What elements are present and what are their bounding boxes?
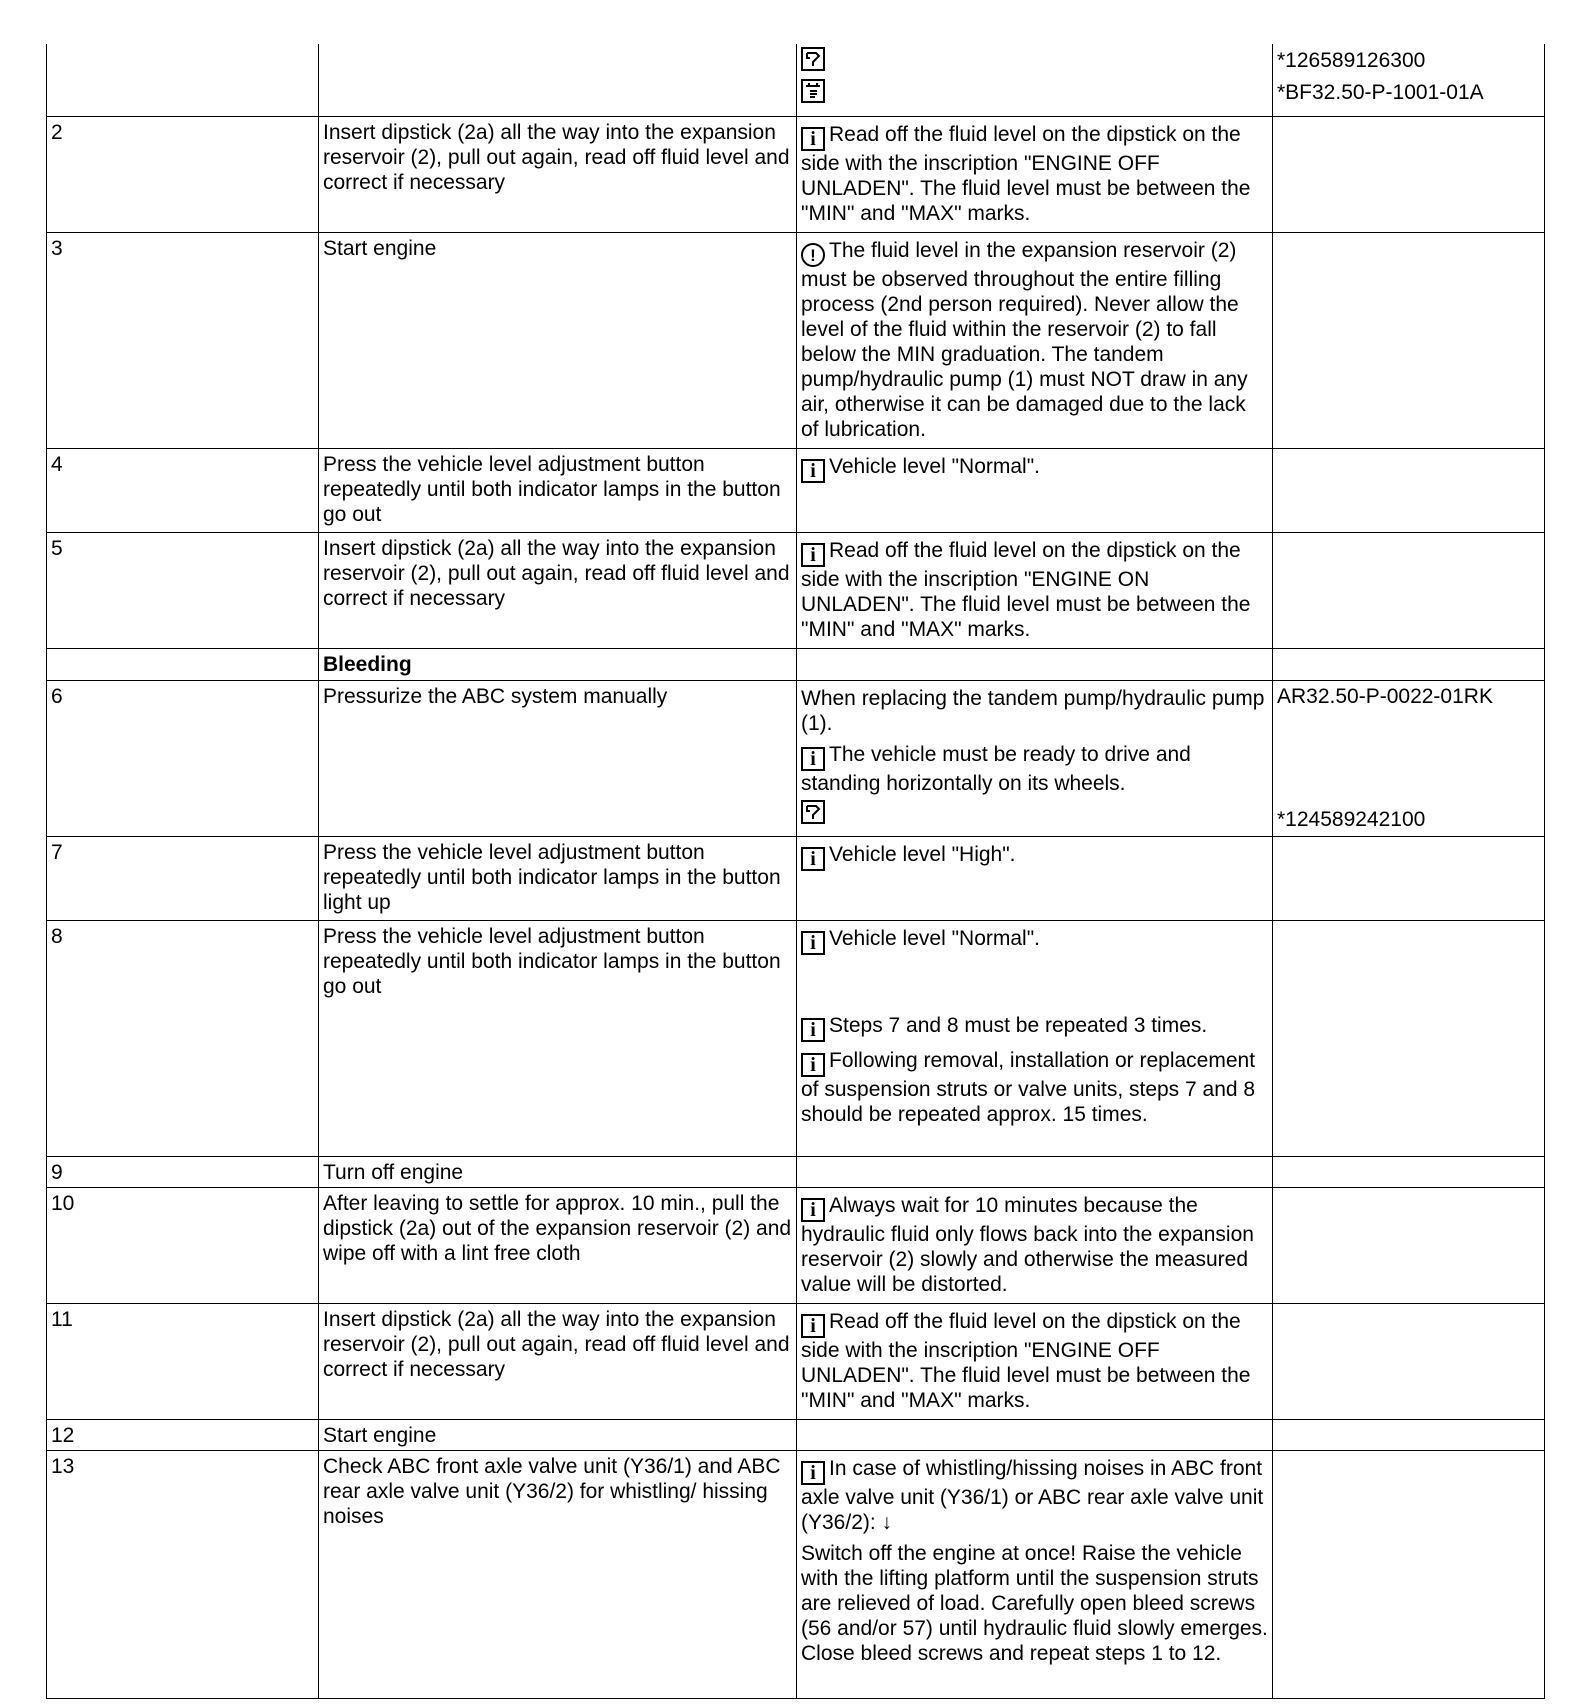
table-row bbox=[47, 44, 1545, 116]
table-row bbox=[47, 680, 1545, 836]
step-cell: 10 bbox=[47, 1187, 319, 1303]
step-cell: 5 bbox=[47, 532, 319, 648]
step-cell: 3 bbox=[47, 232, 319, 448]
table-row bbox=[47, 532, 1545, 648]
info-icon bbox=[801, 931, 825, 955]
note-text: Steps 7 and 8 must be repeated 3 times. bbox=[829, 1013, 1208, 1037]
reference-cell bbox=[1273, 116, 1545, 232]
note-text: Read off the fluid level on the dipstick on the side with the inscription "ENGINE OFF UNLADEN". The fluid level must be between the "MIN" and "MAX" marks. bbox=[801, 1309, 1251, 1412]
note-text: When replacing the tandem pump/hydraulic pump (1). bbox=[801, 686, 1265, 735]
step-cell: 8 bbox=[47, 920, 319, 1156]
step-cell: 13 bbox=[47, 1450, 319, 1698]
action-cell: Press the vehicle level adjustment button repeatedly until both indicator lamps in the button light up bbox=[319, 836, 797, 920]
action-cell: Start engine bbox=[319, 232, 797, 448]
reference-cell bbox=[1273, 836, 1545, 920]
reference-number: *124589242100 bbox=[1277, 807, 1426, 831]
notes-cell bbox=[797, 1187, 1273, 1303]
reference-cell bbox=[1273, 44, 1545, 116]
notes-cell bbox=[797, 648, 1273, 680]
step-cell: 11 bbox=[47, 1303, 319, 1419]
notes-cell bbox=[797, 1419, 1273, 1450]
info-icon bbox=[801, 747, 825, 771]
step-cell: 6 bbox=[47, 680, 319, 836]
info-icon bbox=[801, 543, 825, 567]
notes-cell bbox=[797, 532, 1273, 648]
reference-cell bbox=[1273, 920, 1545, 1156]
step-cell bbox=[47, 648, 319, 680]
action-cell: Turn off engine bbox=[319, 1156, 797, 1187]
info-icon bbox=[801, 1198, 825, 1222]
reference-cell bbox=[1273, 1156, 1545, 1187]
procedure-table bbox=[46, 44, 1545, 1699]
reference-number: *BF32.50-P-1001-01A bbox=[1277, 81, 1484, 104]
action-cell: After leaving to settle for approx. 10 min., pull the dipstick (2a) out of the expansion reservoir (2) and wipe off with a lint free cloth bbox=[319, 1187, 797, 1303]
section-header-row bbox=[47, 648, 1545, 680]
step-cell: 12 bbox=[47, 1419, 319, 1450]
note-text: The fluid level in the expansion reservoir (2) must be observed throughout the entire filling process (2nd person required). Never allow the level of the fluid within the reservoir (2) to fall below the MIN graduation. The tandem pump/hydraulic pump (1) must NOT draw in any air, otherwise it can be damaged due to the lack of lubrication. bbox=[801, 238, 1248, 441]
notes-cell bbox=[797, 680, 1273, 836]
action-cell: Check ABC front axle valve unit (Y36/1) and ABC rear axle valve unit (Y36/2) for whistling/ hissing noises bbox=[319, 1450, 797, 1698]
note-text: Always wait for 10 minutes because the hydraulic fluid only flows back into the expansion reservoir (2) slowly and otherwise the measured value will be distorted. bbox=[801, 1193, 1254, 1296]
info-icon bbox=[801, 459, 825, 483]
action-cell: Insert dipstick (2a) all the way into the expansion reservoir (2), pull out again, read off fluid level and correct if necessary bbox=[319, 1303, 797, 1419]
reference-cell bbox=[1273, 1450, 1545, 1698]
notes-cell bbox=[797, 116, 1273, 232]
info-icon bbox=[801, 127, 825, 151]
table-row bbox=[47, 1450, 1545, 1698]
step-cell: 7 bbox=[47, 836, 319, 920]
special-tool-icon bbox=[801, 800, 825, 824]
table-row bbox=[47, 448, 1545, 532]
notes-cell bbox=[797, 836, 1273, 920]
step-cell: 4 bbox=[47, 448, 319, 532]
note-text: In case of whistling/hissing noises in ABC front axle valve unit (Y36/1) or ABC rear axle valve unit (Y36/2): ↓ bbox=[801, 1456, 1264, 1534]
caution-icon bbox=[801, 243, 825, 267]
reference-cell bbox=[1273, 680, 1545, 836]
table-row bbox=[47, 1419, 1545, 1450]
note-text: The vehicle must be ready to drive and standing horizontally on its wheels. bbox=[801, 742, 1191, 795]
action-cell: Press the vehicle level adjustment button repeatedly until both indicator lamps in the button go out bbox=[319, 920, 797, 1156]
reference-cell bbox=[1273, 1419, 1545, 1450]
table-row bbox=[47, 1187, 1545, 1303]
reference-cell bbox=[1273, 1187, 1545, 1303]
table-row bbox=[47, 920, 1545, 1156]
reference-cell bbox=[1273, 1303, 1545, 1419]
table-row bbox=[47, 836, 1545, 920]
action-cell bbox=[319, 44, 797, 116]
table-row bbox=[47, 232, 1545, 448]
notes-cell bbox=[797, 1450, 1273, 1698]
reference-cell bbox=[1273, 532, 1545, 648]
note-text: Vehicle level "Normal". bbox=[829, 454, 1040, 478]
info-icon bbox=[801, 847, 825, 871]
reference-number: AR32.50-P-0022-01RK bbox=[1277, 684, 1493, 708]
step-cell bbox=[47, 44, 319, 116]
document-reference-icon bbox=[801, 79, 825, 103]
section-title: Bleeding bbox=[319, 648, 797, 680]
info-icon bbox=[801, 1314, 825, 1338]
note-text: Vehicle level "Normal". bbox=[829, 926, 1040, 950]
note-text: Switch off the engine at once! Raise the vehicle with the lifting platform until the suspension struts are relieved of load. Carefully open bleed screws (56 and/or 57) until hydraulic fluid slowly emerges. Close bleed screws and repeat steps 1 to 12. bbox=[801, 1541, 1268, 1665]
notes-cell bbox=[797, 1156, 1273, 1187]
notes-cell bbox=[797, 232, 1273, 448]
action-cell: Press the vehicle level adjustment button repeatedly until both indicator lamps in the button go out bbox=[319, 448, 797, 532]
reference-number: *126589126300 bbox=[1277, 49, 1426, 72]
action-cell: Insert dipstick (2a) all the way into the expansion reservoir (2), pull out again, read off fluid level and correct if necessary bbox=[319, 532, 797, 648]
table-row bbox=[47, 1156, 1545, 1187]
step-cell: 2 bbox=[47, 116, 319, 232]
action-cell: Insert dipstick (2a) all the way into the expansion reservoir (2), pull out again, read off fluid level and correct if necessary bbox=[319, 116, 797, 232]
action-cell: Pressurize the ABC system manually bbox=[319, 680, 797, 836]
reference-cell bbox=[1273, 448, 1545, 532]
notes-cell bbox=[797, 920, 1273, 1156]
info-icon bbox=[801, 1053, 825, 1077]
procedure-table-container bbox=[46, 44, 1544, 1699]
notes-cell bbox=[797, 44, 1273, 116]
notes-cell bbox=[797, 448, 1273, 532]
note-text: Read off the fluid level on the dipstick on the side with the inscription "ENGINE OFF UNLADEN". The fluid level must be between the "MIN" and "MAX" marks. bbox=[801, 122, 1251, 225]
table-row bbox=[47, 116, 1545, 232]
reference-cell bbox=[1273, 232, 1545, 448]
info-icon bbox=[801, 1018, 825, 1042]
reference-cell bbox=[1273, 648, 1545, 680]
note-text: Vehicle level "High". bbox=[829, 842, 1016, 866]
special-tool-icon bbox=[801, 47, 825, 71]
note-text: Read off the fluid level on the dipstick on the side with the inscription "ENGINE ON UNLADEN". The fluid level must be between the "MIN" and "MAX" marks. bbox=[801, 538, 1251, 641]
step-cell: 9 bbox=[47, 1156, 319, 1187]
action-cell: Start engine bbox=[319, 1419, 797, 1450]
table-row bbox=[47, 1303, 1545, 1419]
notes-cell bbox=[797, 1303, 1273, 1419]
note-text: Following removal, installation or replacement of suspension struts or valve units, steps 7 and 8 should be repeated approx. 15 times. bbox=[801, 1048, 1256, 1126]
info-icon bbox=[801, 1461, 825, 1485]
